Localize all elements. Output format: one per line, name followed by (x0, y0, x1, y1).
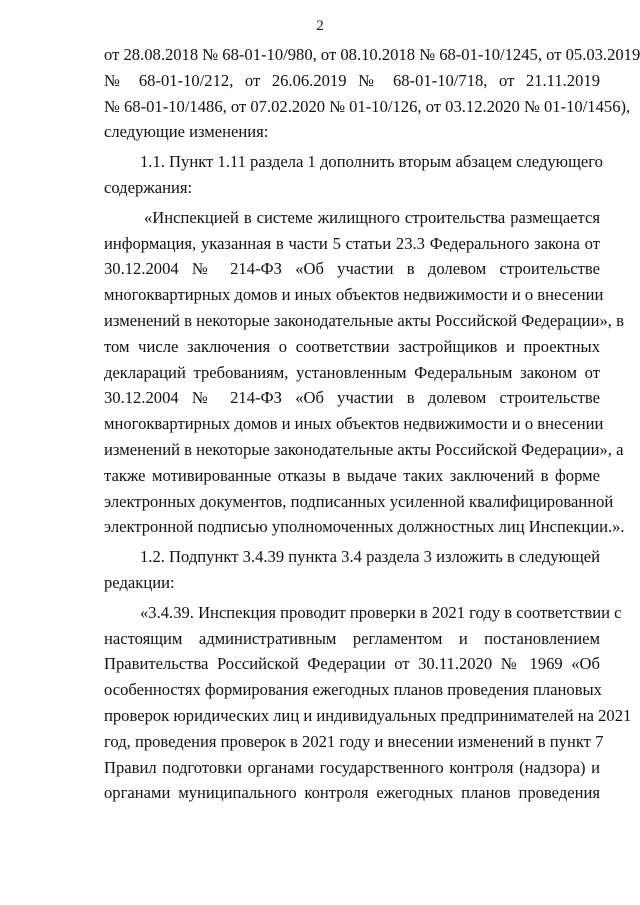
text-line: Правил подготовки органами государственного контроля (надзора) и (104, 757, 600, 777)
text-line: содержания: (104, 177, 193, 197)
quote-1-paragraph (104, 205, 625, 540)
text-line: следующие изменения: (104, 122, 269, 142)
intro-paragraph (104, 42, 640, 145)
item-1-1-paragraph (104, 149, 603, 201)
text-line: «Инспекцией в системе жилищного строительства размещается (144, 207, 600, 227)
text-line: 1.2. Подпункт 3.4.39 пункта 3.4 раздела 3 изложить в следующей (140, 547, 600, 567)
text-line: 30.12.2004 № 214-ФЗ «Об участии в долевом строительстве (104, 388, 600, 408)
text-line: деклараций требованиям, установленным Федеральным законом от (104, 362, 600, 382)
text-line: электронной подписью уполномоченных должностных лиц Инспекции.». (104, 517, 625, 537)
text-line: многоквартирных домов и иных объектов недвижимости и о внесении (104, 414, 604, 434)
text-line: № 68-01-10/212, от 26.06.2019 № 68-01-10/718, от 21.11.2019 (104, 70, 600, 90)
text-line: электронных документов, подписанных усиленной квалифицированной (104, 491, 614, 511)
quote-2-paragraph (104, 600, 632, 806)
text-line: также мотивированные отказы в выдаче таких заключений в форме (104, 465, 600, 485)
text-line: от 28.08.2018 № 68-01-10/980, от 08.10.2018 № 68-01-10/1245, от 05.03.2019 (104, 45, 640, 64)
text-line: органами муниципального контроля ежегодных планов проведения (104, 783, 600, 803)
text-line: год, проведения проверок в 2021 году и внесении изменений в пункт 7 (104, 731, 604, 751)
text-line: проверок юридических лиц и индивидуальных предпринимателей на 2021 (104, 705, 632, 725)
text-line: Правительства Российской Федерации от 30.11.2020 № 1969 «Об (104, 654, 600, 674)
text-line: настоящим административным регламентом и постановлением (104, 628, 600, 648)
text-line: 1.1. Пункт 1.11 раздела 1 дополнить вторым абзацем следующего (140, 152, 603, 172)
text-line: № 68-01-10/1486, от 07.02.2020 № 01-10/126, от 03.12.2020 № 01-10/1456), (104, 96, 631, 116)
text-line: многоквартирных домов и иных объектов недвижимости и о внесении (104, 285, 604, 305)
page-number: 2 (316, 18, 324, 34)
text-line: изменений в некоторые законодательные акты Российской Федерации», в (104, 310, 624, 330)
document-body (104, 42, 640, 806)
text-line: редакции: (104, 572, 175, 592)
text-line: изменений в некоторые законодательные акты Российской Федерации», а (104, 439, 624, 459)
text-line: особенностях формирования ежегодных планов проведения плановых (104, 680, 602, 700)
item-1-2-paragraph (104, 544, 600, 596)
text-line: информация, указанная в части 5 статьи 23.3 Федерального закона от (104, 233, 600, 253)
text-line: 30.12.2004 № 214-ФЗ «Об участии в долевом строительстве (104, 259, 600, 279)
text-line: «3.4.39. Инспекция проводит проверки в 2021 году в соответствии с (140, 602, 622, 622)
text-line: том числе заключения о соответствии застройщиков и проектных (104, 336, 600, 356)
